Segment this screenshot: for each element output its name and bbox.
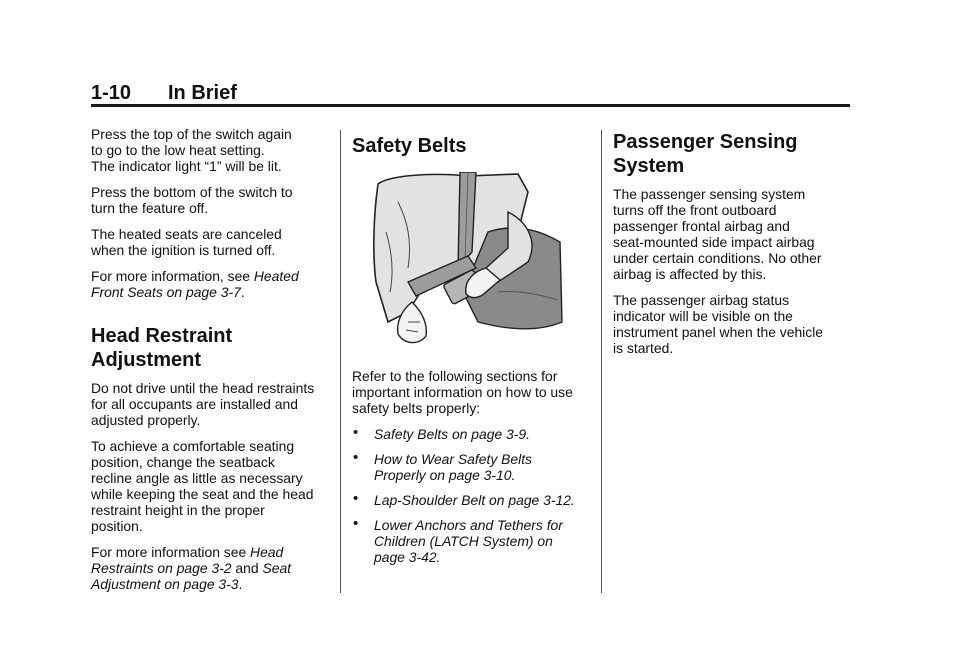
bullet-icon: • [353, 490, 359, 507]
header-rule [91, 104, 850, 107]
heading-head-restraint: Head Restraint Adjustment [91, 325, 233, 371]
link-heated-front-seats-page[interactable]: Front Seats on page 3-7 [91, 284, 241, 300]
bullet-latch[interactable]: • Lower Anchors and Tethers for Children (LATCH System) on page 3-42. [353, 515, 563, 565]
paragraph-do-not-drive: Do not drive until the head restraints for all occupants are installed and adjusted properly. [91, 380, 315, 428]
column-divider-2 [601, 130, 602, 593]
page-number: 1-10 [91, 82, 132, 104]
bullet-safety-belts[interactable]: • Safety Belts on page 3-9. [353, 424, 530, 442]
column-3 [613, 128, 853, 366]
paragraph-status-indicator: The passenger airbag status indicator will be visible on the instrument panel when the vehicle is started. [613, 292, 824, 356]
bullet-icon: • [353, 449, 359, 466]
paragraph-more-info-restraints: For more information see Head Restraints on page 3-2 and Seat Adjustment on page 3-3. [91, 544, 292, 592]
heading-safety-belts: Safety Belts [352, 135, 467, 157]
paragraph-refer: Refer to the following sections for important information on how to use safety belts properly: [352, 368, 573, 416]
safety-belt-illustration [368, 172, 564, 352]
bullet-lap-shoulder[interactable]: • Lap-Shoulder Belt on page 3-12. [353, 490, 575, 508]
column-2 [352, 132, 592, 574]
section-title: In Brief [168, 82, 237, 104]
link-head-restraints[interactable]: Head [250, 544, 284, 560]
paragraph-comfortable: To achieve a comfortable seating position, change the seatback recline angle as little as necessary while keeping the seat and the head restraint height in the proper position. [91, 438, 314, 534]
paragraph-turn-off: Press the bottom of the switch to turn the feature off. [91, 184, 293, 216]
paragraph-canceled: The heated seats are canceled when the ignition is turned off. [91, 226, 282, 258]
bullet-icon: • [353, 515, 359, 532]
bullet-how-to-wear[interactable]: • How to Wear Safety Belts Properly on page 3-10. [353, 449, 533, 483]
paragraph-low-heat: Press the top of the switch again to go to the low heat setting. The indicator light “1” will be lit. [91, 126, 292, 174]
link-head-restraints-page[interactable]: Restraints on page 3-2 [91, 560, 232, 576]
link-seat-adjustment[interactable]: Seat [262, 560, 292, 576]
link-seat-adjustment-page[interactable]: Adjustment on page 3-3 [91, 576, 239, 592]
link-heated-front-seats[interactable]: Heated [253, 268, 299, 284]
heading-passenger-sensing: Passenger Sensing System [613, 131, 798, 177]
paragraph-more-info-heated: For more information, see Heated Front Seats on page 3-7. [91, 268, 299, 300]
bullet-icon: • [353, 424, 359, 441]
column-1 [91, 126, 331, 602]
paragraph-sensing-system: The passenger sensing system turns off the front outboard passenger frontal airbag and seat-mounted side impact airbag under certain conditions. No other airbag is affected by this. [613, 186, 822, 282]
column-divider-1 [340, 130, 341, 593]
